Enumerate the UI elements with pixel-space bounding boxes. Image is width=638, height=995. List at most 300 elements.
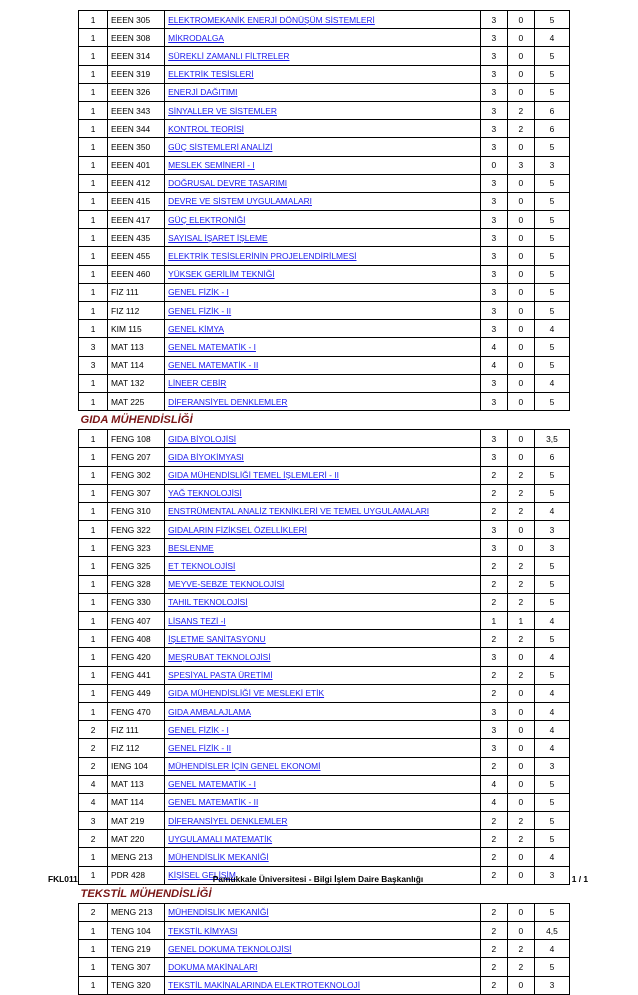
theory-hours-cell: 2 <box>480 848 507 866</box>
practice-hours-cell: 0 <box>507 392 534 410</box>
theory-hours-cell: 3 <box>480 320 507 338</box>
table-row <box>79 247 570 265</box>
course-code-cell: MAT 225 <box>108 392 165 410</box>
table-row <box>79 320 570 338</box>
theory-hours-cell: 2 <box>480 866 507 884</box>
semester-cell: 2 <box>79 739 108 757</box>
course-list-document <box>78 10 570 995</box>
ects-cell: 5 <box>534 356 569 374</box>
table-row <box>79 265 570 283</box>
practice-hours-cell: 0 <box>507 866 534 884</box>
course-name-link[interactable]: TAHIL TEKNOLOJİSİ <box>168 597 248 608</box>
course-name-cell <box>165 211 481 229</box>
course-name-cell <box>165 903 481 921</box>
semester-cell: 1 <box>79 65 108 83</box>
theory-hours-cell: 2 <box>480 466 507 484</box>
footer-institution: Pamukkale Üniversitesi - Bilgi İşlem Daire Başkanlığı <box>212 874 424 884</box>
course-name-link[interactable]: İŞLETME SANİTASYONU <box>168 633 266 644</box>
course-name-link[interactable]: TEKSTİL MAKİNALARINDA ELEKTROTEKNOLOJİ <box>168 980 361 991</box>
course-code-cell: EEEN 319 <box>108 65 165 83</box>
theory-hours-cell: 3 <box>480 539 507 557</box>
course-name-link[interactable]: TEKSTİL KİMYASI <box>168 925 238 936</box>
practice-hours-cell: 0 <box>507 757 534 775</box>
practice-hours-cell: 0 <box>507 283 534 301</box>
course-code-cell: FENG 449 <box>108 684 165 702</box>
theory-hours-cell: 3 <box>480 283 507 301</box>
course-name-link[interactable]: MEŞRUBAT TEKNOLOJİSİ <box>168 651 271 662</box>
ects-cell: 5 <box>534 775 569 793</box>
theory-hours-cell: 2 <box>480 958 507 976</box>
ects-cell: 5 <box>534 630 569 648</box>
practice-hours-cell: 3 <box>507 156 534 174</box>
course-name-link[interactable]: GENEL MATEMATİK - I <box>168 341 256 352</box>
ects-cell: 4 <box>534 721 569 739</box>
theory-hours-cell: 1 <box>480 612 507 630</box>
theory-hours-cell: 3 <box>480 101 507 119</box>
course-code-cell: MAT 114 <box>108 356 165 374</box>
semester-cell: 1 <box>79 392 108 410</box>
ects-cell: 5 <box>534 338 569 356</box>
course-name-link[interactable]: MÜHENDİSLİK MEKANİĞİ <box>168 907 269 918</box>
ects-cell: 5 <box>534 812 569 830</box>
semester-cell: 1 <box>79 958 108 976</box>
table-row <box>79 757 570 775</box>
ects-cell: 5 <box>534 484 569 502</box>
ects-cell: 5 <box>534 283 569 301</box>
practice-hours-cell: 0 <box>507 83 534 101</box>
ects-cell: 6 <box>534 120 569 138</box>
course-name-cell <box>165 539 481 557</box>
course-name-link[interactable]: DOKUMA MAKİNALARI <box>168 961 258 972</box>
semester-cell: 1 <box>79 247 108 265</box>
table-row <box>79 521 570 539</box>
course-code-cell: FIZ 112 <box>108 302 165 320</box>
theory-hours-cell: 3 <box>480 65 507 83</box>
theory-hours-cell: 3 <box>480 302 507 320</box>
course-name-cell <box>165 848 481 866</box>
course-code-cell: MAT 113 <box>108 775 165 793</box>
course-name-cell <box>165 192 481 210</box>
course-name-link[interactable]: GENEL MATEMATİK - II <box>168 360 259 371</box>
tekstil-course-group <box>79 903 570 994</box>
theory-hours-cell: 3 <box>480 174 507 192</box>
semester-cell: 1 <box>79 11 108 29</box>
course-name-link[interactable]: SÜREKLİ ZAMANLI FİLTRELER <box>168 50 290 61</box>
page-footer <box>48 874 588 888</box>
course-name-link[interactable]: ELEKTROMEKANİK ENERJİ DÖNÜŞÜM SİSTEMLERİ <box>168 14 375 25</box>
course-code-cell: TENG 307 <box>108 958 165 976</box>
practice-hours-cell: 0 <box>507 521 534 539</box>
ects-cell: 4 <box>534 29 569 47</box>
table-row <box>79 47 570 65</box>
ects-cell: 4 <box>534 940 569 958</box>
ects-cell: 5 <box>534 174 569 192</box>
semester-cell: 2 <box>79 903 108 921</box>
course-name-link[interactable]: DOĞRUSAL DEVRE TASARIMI <box>168 178 288 189</box>
course-name-link[interactable]: GIDA AMBALAJLAMA <box>168 706 252 717</box>
course-name-link[interactable]: MİKRODALGA <box>168 32 225 43</box>
semester-cell: 1 <box>79 101 108 119</box>
practice-hours-cell: 0 <box>507 448 534 466</box>
course-name-cell <box>165 29 481 47</box>
course-name-cell <box>165 830 481 848</box>
course-name-link[interactable]: DİFERANSİYEL DENKLEMLER <box>168 815 288 826</box>
course-name-link[interactable]: GIDA BİYOLOJİSİ <box>168 433 237 444</box>
table-row <box>79 229 570 247</box>
semester-cell: 1 <box>79 83 108 101</box>
course-name-link[interactable]: GENEL DOKUMA TEKNOLOJİSİ <box>168 943 292 954</box>
practice-hours-cell: 0 <box>507 47 534 65</box>
section-title-gida: GIDA MÜHENDİSLİĞİ <box>80 414 193 427</box>
table-row <box>79 466 570 484</box>
course-code-cell: MAT 219 <box>108 812 165 830</box>
course-name-link[interactable]: GIDA MÜHENDİSLİĞİ VE MESLEKİ ETİK <box>168 688 325 699</box>
theory-hours-cell: 2 <box>480 502 507 520</box>
course-name-cell <box>165 484 481 502</box>
section-title-tekstil: TEKSTİL MÜHENDİSLİĞİ <box>80 887 212 900</box>
semester-cell: 1 <box>79 866 108 884</box>
ects-cell: 5 <box>534 575 569 593</box>
ects-cell: 5 <box>534 265 569 283</box>
table-row <box>79 101 570 119</box>
theory-hours-cell: 3 <box>480 138 507 156</box>
ects-cell: 3 <box>534 757 569 775</box>
course-name-link[interactable]: ELEKTRİK TESİSLERİNİN PROJELENDİRİLMESİ <box>168 251 357 262</box>
course-name-cell <box>165 120 481 138</box>
course-name-link[interactable]: GENEL FİZİK - II <box>168 305 232 316</box>
semester-cell: 3 <box>79 338 108 356</box>
semester-cell: 3 <box>79 356 108 374</box>
semester-cell: 2 <box>79 830 108 848</box>
course-name-link[interactable]: GIDA BİYOKİMYASI <box>168 451 244 462</box>
course-name-cell <box>165 11 481 29</box>
practice-hours-cell: 2 <box>507 557 534 575</box>
course-code-cell: FENG 330 <box>108 593 165 611</box>
ects-cell: 4 <box>534 374 569 392</box>
practice-hours-cell: 2 <box>507 666 534 684</box>
ects-cell: 5 <box>534 903 569 921</box>
practice-hours-cell: 0 <box>507 976 534 994</box>
practice-hours-cell: 0 <box>507 211 534 229</box>
course-code-cell: EEEN 308 <box>108 29 165 47</box>
gida-course-group <box>79 430 570 885</box>
practice-hours-cell: 0 <box>507 302 534 320</box>
course-name-link[interactable]: GENEL FİZİK - I <box>168 287 229 298</box>
course-name-link[interactable]: GÜÇ ELEKTRONİĞİ <box>168 214 246 225</box>
table-row <box>79 29 570 47</box>
course-code-cell: IENG 104 <box>108 757 165 775</box>
ects-cell: 3 <box>534 976 569 994</box>
course-name-link[interactable]: DİFERANSİYEL DENKLEMLER <box>168 396 288 407</box>
course-name-link[interactable]: MESLEK SEMİNERİ - I <box>168 160 255 171</box>
semester-cell: 1 <box>79 448 108 466</box>
semester-cell: 1 <box>79 666 108 684</box>
table-row <box>79 739 570 757</box>
theory-hours-cell: 3 <box>480 721 507 739</box>
semester-cell: 1 <box>79 138 108 156</box>
course-code-cell: EEEN 415 <box>108 192 165 210</box>
semester-cell: 1 <box>79 521 108 539</box>
course-name-link[interactable]: GENEL KİMYA <box>168 323 225 334</box>
course-name-link[interactable]: GÜÇ SİSTEMLERİ ANALİZİ <box>168 141 273 152</box>
course-code-cell: MENG 213 <box>108 903 165 921</box>
course-code-cell: TENG 104 <box>108 922 165 940</box>
semester-cell: 4 <box>79 775 108 793</box>
course-name-cell <box>165 757 481 775</box>
semester-cell: 1 <box>79 156 108 174</box>
practice-hours-cell: 0 <box>507 265 534 283</box>
practice-hours-cell: 2 <box>507 120 534 138</box>
theory-hours-cell: 3 <box>480 47 507 65</box>
course-code-cell: FENG 408 <box>108 630 165 648</box>
theory-hours-cell: 2 <box>480 484 507 502</box>
ects-cell: 4 <box>534 702 569 720</box>
practice-hours-cell: 0 <box>507 29 534 47</box>
theory-hours-cell: 4 <box>480 775 507 793</box>
course-name-cell <box>165 922 481 940</box>
course-code-cell: FIZ 112 <box>108 739 165 757</box>
semester-cell: 1 <box>79 922 108 940</box>
course-name-link[interactable]: LİSANS TEZİ -I <box>168 615 226 626</box>
course-name-cell <box>165 47 481 65</box>
semester-cell: 1 <box>79 211 108 229</box>
course-name-link[interactable]: MEYVE-SEBZE TEKNOLOJİSİ <box>168 579 285 590</box>
practice-hours-cell: 2 <box>507 484 534 502</box>
practice-hours-cell: 0 <box>507 648 534 666</box>
theory-hours-cell: 2 <box>480 830 507 848</box>
course-name-link[interactable]: BESLENME <box>168 542 214 553</box>
practice-hours-cell: 0 <box>507 684 534 702</box>
table-row <box>79 356 570 374</box>
course-name-link[interactable]: DEVRE VE SİSTEM UYGULAMALARI <box>168 196 312 207</box>
practice-hours-cell: 0 <box>507 65 534 83</box>
theory-hours-cell: 2 <box>480 757 507 775</box>
course-name-cell <box>165 940 481 958</box>
theory-hours-cell: 4 <box>480 793 507 811</box>
course-name-link[interactable]: GENEL FİZİK - II <box>168 742 232 753</box>
course-code-cell: FENG 407 <box>108 612 165 630</box>
course-name-link[interactable]: YÜKSEK GERİLİM TEKNİĞİ <box>168 269 275 280</box>
practice-hours-cell: 0 <box>507 174 534 192</box>
ects-cell: 5 <box>534 666 569 684</box>
course-code-cell: EEEN 326 <box>108 83 165 101</box>
course-name-link[interactable]: ET TEKNOLOJİSİ <box>168 561 236 572</box>
ects-cell: 3 <box>534 866 569 884</box>
course-name-cell <box>165 721 481 739</box>
table-row <box>79 593 570 611</box>
course-name-cell <box>165 702 481 720</box>
practice-hours-cell: 1 <box>507 612 534 630</box>
course-name-link[interactable]: KONTROL TEORİSİ <box>168 123 245 134</box>
course-code-cell: EEEN 455 <box>108 247 165 265</box>
course-name-link[interactable]: SAYISAL İŞARET İŞLEME <box>168 232 268 243</box>
ects-cell: 6 <box>534 101 569 119</box>
semester-cell: 1 <box>79 430 108 448</box>
theory-hours-cell: 2 <box>480 575 507 593</box>
practice-hours-cell: 0 <box>507 922 534 940</box>
practice-hours-cell: 0 <box>507 739 534 757</box>
table-row <box>79 812 570 830</box>
theory-hours-cell: 3 <box>480 448 507 466</box>
table-row <box>79 830 570 848</box>
course-name-link[interactable]: YAĞ TEKNOLOJİSİ <box>168 488 242 499</box>
course-name-link[interactable]: GENEL MATEMATİK - II <box>168 797 259 808</box>
practice-hours-cell: 0 <box>507 539 534 557</box>
ects-cell: 5 <box>534 65 569 83</box>
section-header-row <box>79 411 570 430</box>
course-name-link[interactable]: LİNEER CEBİR <box>168 378 227 389</box>
semester-cell: 1 <box>79 374 108 392</box>
theory-hours-cell: 3 <box>480 374 507 392</box>
table-row <box>79 575 570 593</box>
theory-hours-cell: 2 <box>480 976 507 994</box>
practice-hours-cell: 0 <box>507 702 534 720</box>
practice-hours-cell: 0 <box>507 11 534 29</box>
course-name-cell <box>165 666 481 684</box>
practice-hours-cell: 0 <box>507 229 534 247</box>
semester-cell: 1 <box>79 174 108 192</box>
ects-cell: 4 <box>534 848 569 866</box>
course-name-cell <box>165 229 481 247</box>
practice-hours-cell: 0 <box>507 430 534 448</box>
semester-cell: 2 <box>79 721 108 739</box>
course-name-cell <box>165 630 481 648</box>
ects-cell: 5 <box>534 593 569 611</box>
semester-cell: 1 <box>79 229 108 247</box>
semester-cell: 1 <box>79 502 108 520</box>
course-table <box>78 10 570 995</box>
course-name-cell <box>165 156 481 174</box>
semester-cell: 1 <box>79 466 108 484</box>
semester-cell: 3 <box>79 812 108 830</box>
theory-hours-cell: 2 <box>480 812 507 830</box>
course-code-cell: EEEN 305 <box>108 11 165 29</box>
course-name-link[interactable]: SİNYALLER VE SİSTEMLER <box>168 105 277 116</box>
ects-cell: 3 <box>534 156 569 174</box>
course-name-link[interactable]: KİŞİSEL GELİŞİM <box>168 870 236 881</box>
semester-cell: 1 <box>79 684 108 702</box>
course-name-cell <box>165 430 481 448</box>
table-row <box>79 666 570 684</box>
theory-hours-cell: 3 <box>480 29 507 47</box>
course-name-link[interactable]: ENERJİ DAĞITIMI <box>168 87 238 98</box>
theory-hours-cell: 2 <box>480 903 507 921</box>
course-name-link[interactable]: GENEL FİZİK - I <box>168 724 229 735</box>
ects-cell: 5 <box>534 247 569 265</box>
semester-cell: 1 <box>79 575 108 593</box>
course-name-cell <box>165 448 481 466</box>
course-code-cell: KIM 115 <box>108 320 165 338</box>
course-name-cell <box>165 65 481 83</box>
course-name-cell <box>165 320 481 338</box>
theory-hours-cell: 3 <box>480 11 507 29</box>
table-row <box>79 612 570 630</box>
course-name-link[interactable]: UYGULAMALI MATEMATİK <box>168 833 273 844</box>
gida-section-header <box>79 411 570 430</box>
table-row <box>79 448 570 466</box>
theory-hours-cell: 2 <box>480 684 507 702</box>
table-row <box>79 338 570 356</box>
course-name-link[interactable]: GIDA MÜHENDİSLİĞİ TEMEL İŞLEMLERİ - II <box>168 470 339 481</box>
course-code-cell: MAT 113 <box>108 338 165 356</box>
ects-cell: 5 <box>534 211 569 229</box>
semester-cell: 1 <box>79 539 108 557</box>
course-code-cell: FENG 207 <box>108 448 165 466</box>
course-name-cell <box>165 138 481 156</box>
semester-cell: 1 <box>79 265 108 283</box>
course-code-cell: MAT 132 <box>108 374 165 392</box>
course-name-cell <box>165 575 481 593</box>
semester-cell: 1 <box>79 47 108 65</box>
practice-hours-cell: 2 <box>507 466 534 484</box>
course-code-cell: FENG 108 <box>108 430 165 448</box>
practice-hours-cell: 2 <box>507 830 534 848</box>
ects-cell: 5 <box>534 302 569 320</box>
theory-hours-cell: 3 <box>480 120 507 138</box>
course-name-cell <box>165 83 481 101</box>
course-name-link[interactable]: SPESİYAL PASTA ÜRETİMİ <box>168 670 273 681</box>
table-row <box>79 484 570 502</box>
ects-cell: 5 <box>534 392 569 410</box>
course-code-cell: EEEN 350 <box>108 138 165 156</box>
practice-hours-cell: 2 <box>507 593 534 611</box>
table-row <box>79 174 570 192</box>
theory-hours-cell: 2 <box>480 922 507 940</box>
table-row <box>79 138 570 156</box>
course-name-link[interactable]: MÜHENDİSLER İÇİN GENEL EKONOMİ <box>168 761 321 772</box>
course-code-cell: FIZ 111 <box>108 721 165 739</box>
table-row <box>79 793 570 811</box>
table-row <box>79 976 570 994</box>
table-row <box>79 630 570 648</box>
table-row <box>79 502 570 520</box>
table-row <box>79 302 570 320</box>
practice-hours-cell: 0 <box>507 903 534 921</box>
course-name-cell <box>165 356 481 374</box>
practice-hours-cell: 2 <box>507 575 534 593</box>
course-name-cell <box>165 521 481 539</box>
semester-cell: 1 <box>79 283 108 301</box>
course-name-cell <box>165 101 481 119</box>
course-name-link[interactable]: ENSTRÜMENTAL ANALİZ TEKNİKLERİ VE TEMEL UYGULAMALARI <box>168 506 430 517</box>
practice-hours-cell: 0 <box>507 138 534 156</box>
practice-hours-cell: 2 <box>507 101 534 119</box>
semester-cell: 1 <box>79 484 108 502</box>
course-code-cell: EEEN 435 <box>108 229 165 247</box>
theory-hours-cell: 2 <box>480 630 507 648</box>
course-name-link[interactable]: MÜHENDİSLİK MEKANİĞİ <box>168 852 269 863</box>
table-row <box>79 684 570 702</box>
theory-hours-cell: 4 <box>480 356 507 374</box>
section-title-cell <box>79 411 570 430</box>
course-name-link[interactable]: GIDALARIN FİZİKSEL ÖZELLİKLERİ <box>168 524 308 535</box>
ects-cell: 5 <box>534 192 569 210</box>
table-row <box>79 11 570 29</box>
ects-cell: 4,5 <box>534 922 569 940</box>
course-name-cell <box>165 593 481 611</box>
course-code-cell: FENG 323 <box>108 539 165 557</box>
semester-cell: 1 <box>79 192 108 210</box>
course-name-link[interactable]: ELEKTRİK TESİSLERİ <box>168 69 254 80</box>
theory-hours-cell: 3 <box>480 521 507 539</box>
table-row <box>79 374 570 392</box>
course-code-cell: EEEN 343 <box>108 101 165 119</box>
eeen-course-group <box>79 11 570 411</box>
semester-cell: 1 <box>79 557 108 575</box>
course-code-cell: FENG 302 <box>108 466 165 484</box>
theory-hours-cell: 2 <box>480 666 507 684</box>
course-name-link[interactable]: GENEL MATEMATİK - I <box>168 779 256 790</box>
